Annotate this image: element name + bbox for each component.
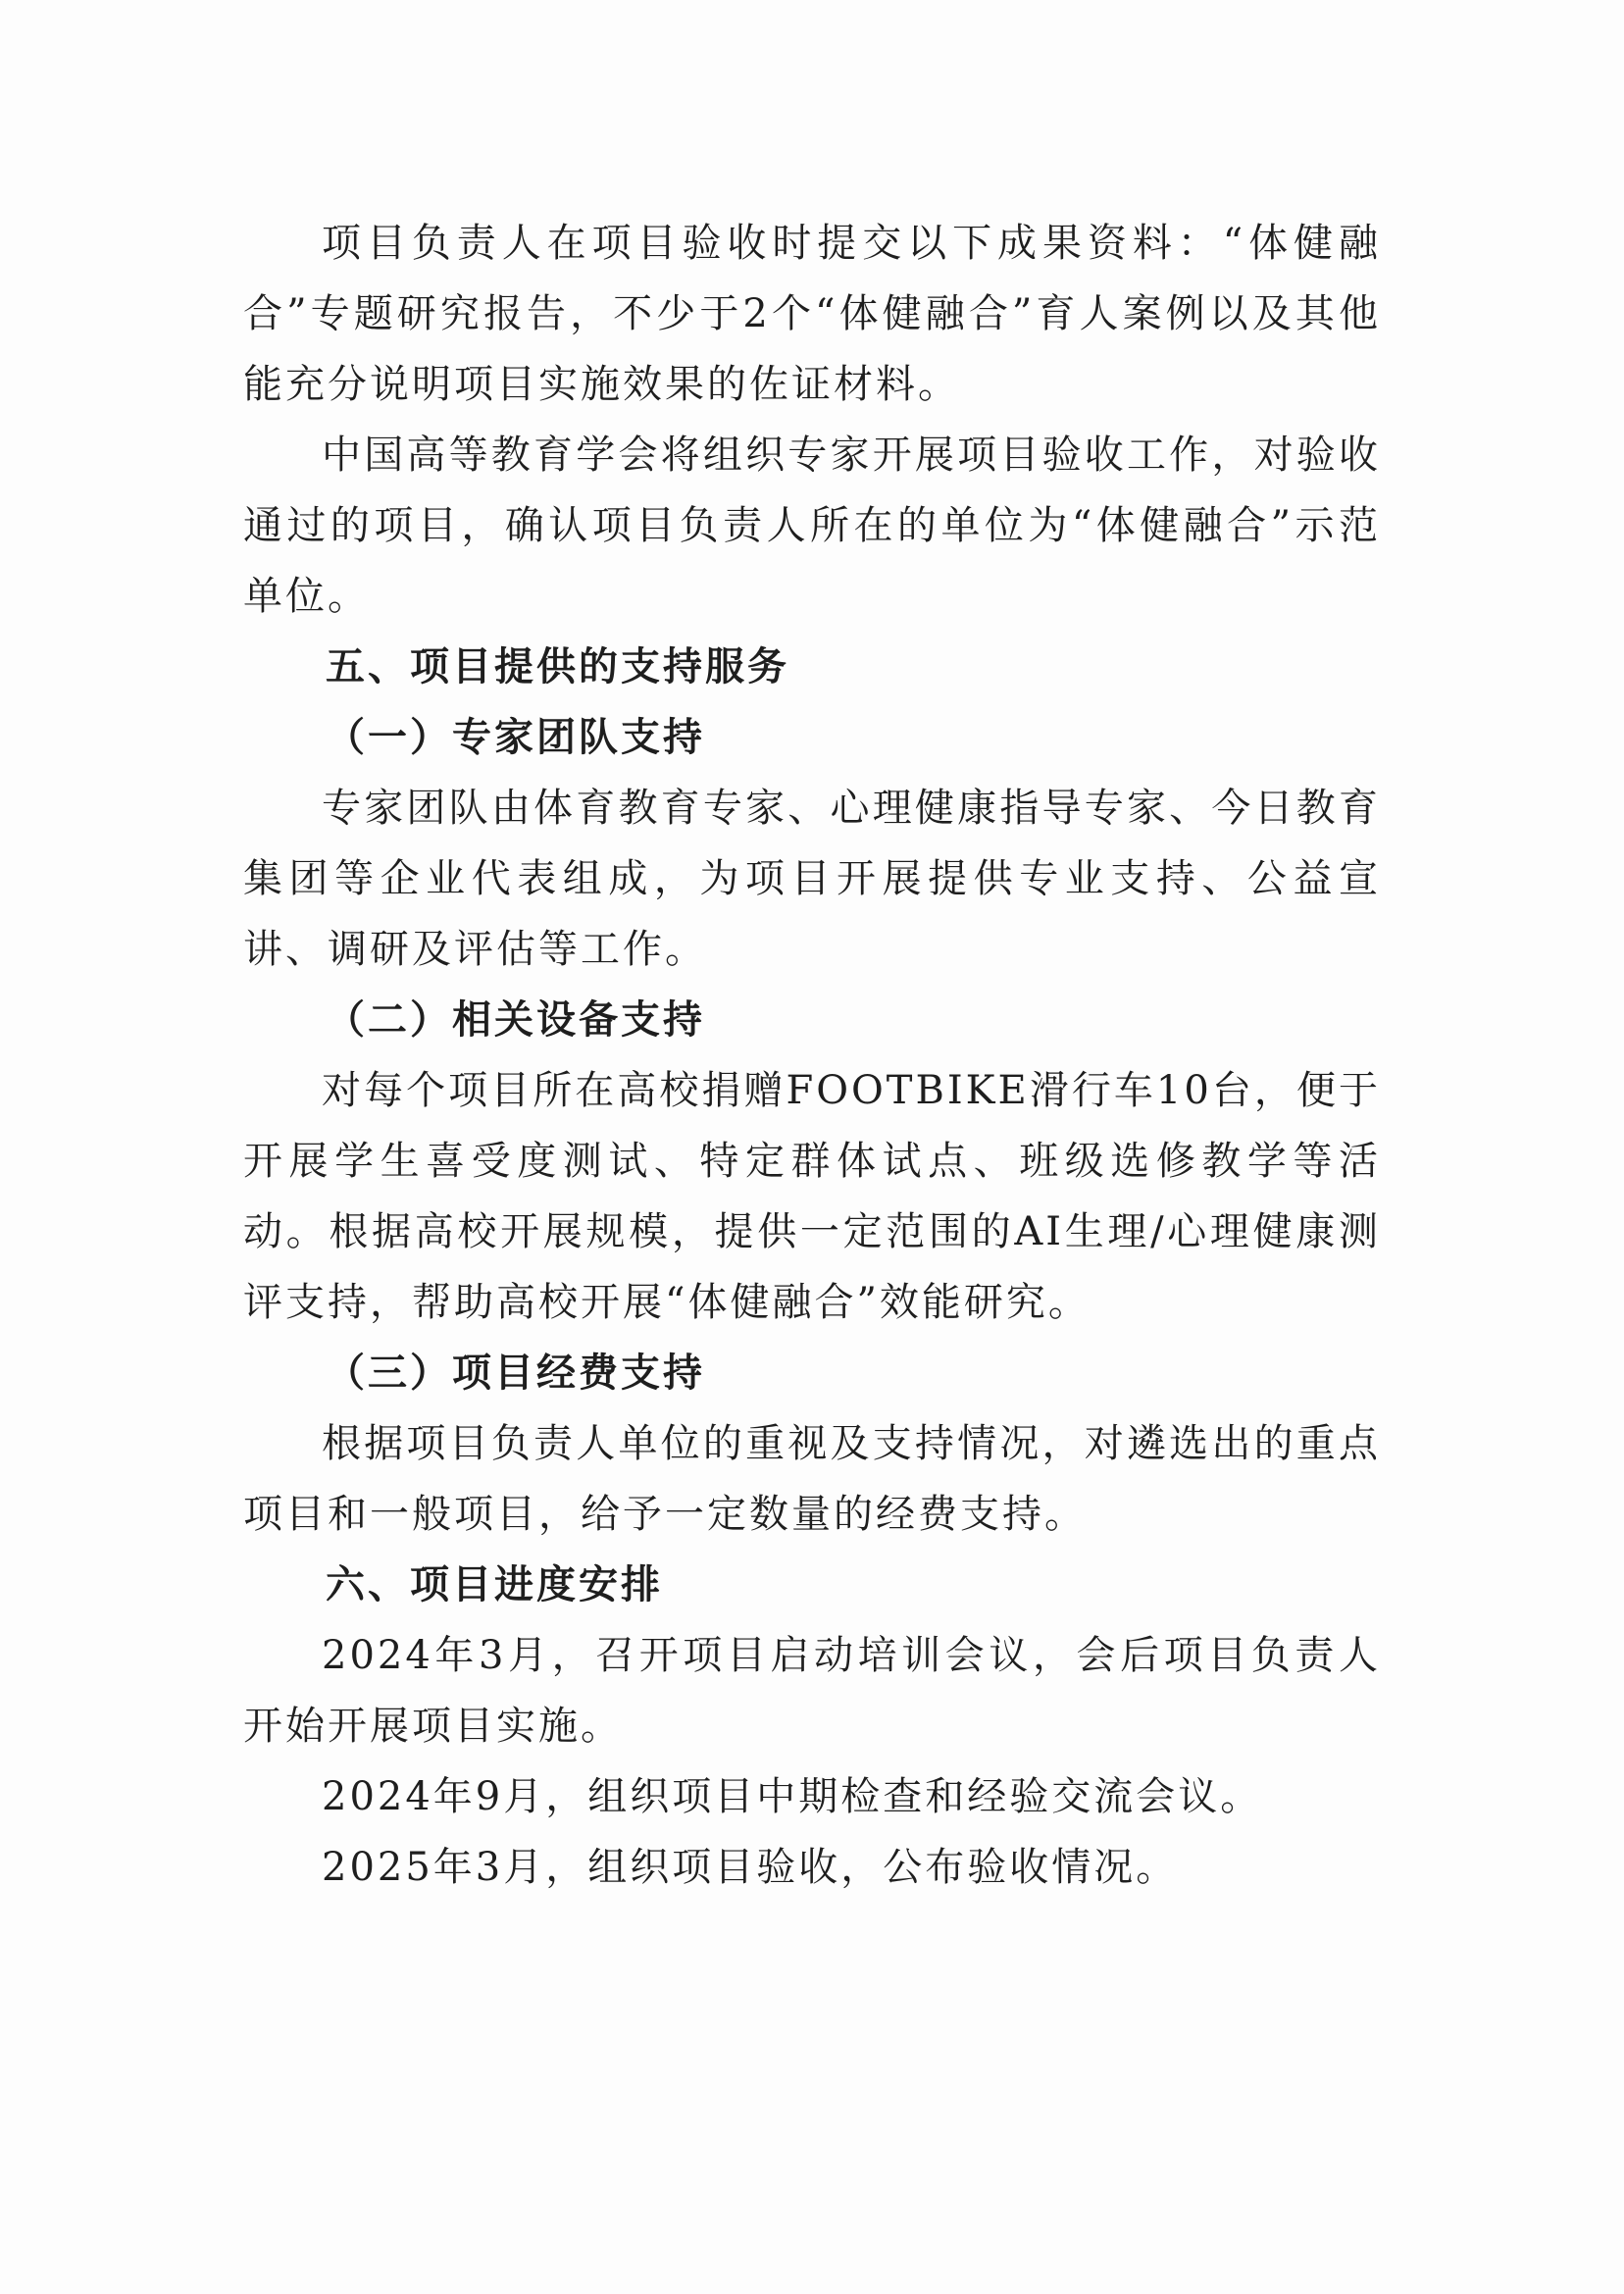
subheading-equipment: （二）相关设备支持: [326, 997, 705, 1043]
paragraph-deliverables: 项目负责人在项目验收时提交以下成果资料：“体健融合”专题研究报告，不少于2个“体健融合”育人案例以及其他能充分说明项目实施效果的佐证材料。: [243, 221, 1381, 407]
paragraph-equipment: 对每个项目所在高校捐赠FOOTBIKE滑行车10台，便于开展学生喜受度测试、特定群体试点、班级选修教学等活动。根据高校开展规模，提供一定范围的AI生理/心理健康测评支持，帮助高校开展“体健融合”效能研究。: [243, 1068, 1381, 1325]
schedule-item: 2024年9月，组织项目中期检查和经验交流会议。: [322, 1774, 1263, 1819]
paragraph-acceptance: 中国高等教育学会将组织专家开展项目验收工作，对验收通过的项目，确认项目负责人所在的单位为“体健融合”示范单位。: [243, 433, 1381, 619]
schedule-item: 2025年3月，组织项目验收，公布验收情况。: [322, 1845, 1179, 1890]
subheading-expert-team: （一）专家团队支持: [326, 715, 705, 760]
document-body: [243, 208, 1381, 1903]
paragraph-funding: 根据项目负责人单位的重视及支持情况，对遴选出的重点项目和一般项目，给予一定数量的经费支持。: [243, 1421, 1381, 1537]
section-heading-support-services: 五、项目提供的支持服务: [326, 644, 789, 689]
schedule-item: 2024年3月，召开项目启动培训会议，会后项目负责人开始开展项目实施。: [243, 1633, 1381, 1749]
paragraph-expert-team: 专家团队由体育教育专家、心理健康指导专家、今日教育集团等企业代表组成，为项目开展提供专业支持、公益宣讲、调研及评估等工作。: [243, 786, 1381, 972]
section-heading-schedule: 六、项目进度安排: [326, 1562, 663, 1607]
subheading-funding: （三）项目经费支持: [326, 1351, 705, 1396]
